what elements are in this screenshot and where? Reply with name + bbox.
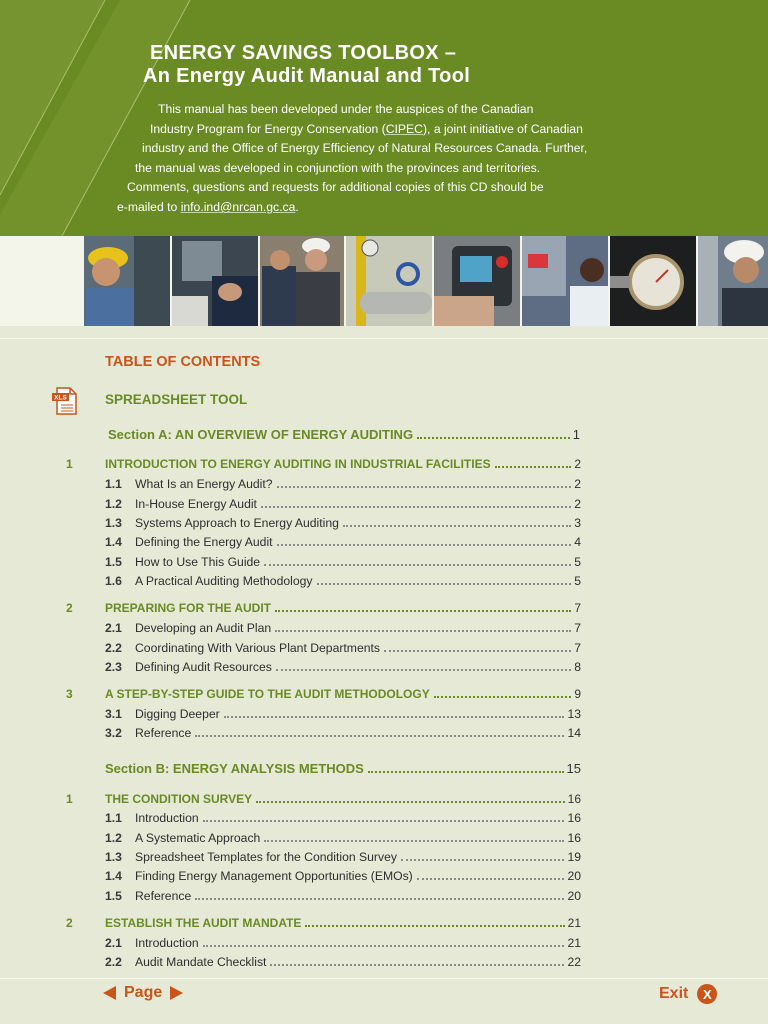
item-label: Audit Mandate Checklist — [135, 955, 267, 969]
toc-item[interactable] — [105, 516, 581, 530]
next-page-arrow-icon[interactable] — [170, 986, 183, 1000]
photo-lab-technician — [522, 236, 608, 326]
item-number: 1.5 — [105, 889, 122, 903]
title-line-1: ENERGY SAVINGS TOOLBOX – — [150, 42, 457, 64]
toc-item[interactable] — [105, 889, 581, 903]
item-number: 3.2 — [105, 726, 122, 740]
toc-label: THE CONDITION SURVEY — [105, 792, 253, 806]
toc-page: 16 — [567, 792, 581, 806]
intro-line-2a: Industry Program for Energy Conservation ( — [150, 121, 386, 136]
page-title — [143, 42, 670, 88]
item-label: Defining the Energy Audit — [135, 535, 273, 549]
toc-item[interactable] — [105, 811, 581, 825]
photo-strip — [0, 236, 768, 326]
intro-line-6b: . — [295, 199, 299, 214]
toc-page: 9 — [574, 687, 581, 701]
photo-pipes-valves — [346, 236, 432, 326]
item-number: 1.4 — [105, 869, 122, 883]
leader-dots — [261, 506, 571, 508]
toc-page: 20 — [567, 889, 581, 903]
toc-page: 22 — [567, 955, 581, 969]
item-number: 3.1 — [105, 707, 122, 721]
toc-page: 7 — [574, 641, 581, 655]
item-number: 2.2 — [105, 955, 122, 969]
item-number: 2.3 — [105, 660, 122, 674]
item-number: 1.3 — [105, 516, 122, 530]
intro-line-2 — [110, 120, 610, 140]
leader-dots — [417, 878, 565, 880]
chapter-number: 1 — [66, 457, 73, 471]
spreadsheet-tool-link[interactable]: SPREADSHEET TOOL — [105, 392, 248, 407]
photo-control-panel — [434, 236, 520, 326]
toc-label: INTRODUCTION TO ENERGY AUDITING IN INDUSTRIAL FACILITIES — [105, 457, 491, 471]
intro-line-6a: e-mailed to — [117, 199, 181, 214]
toc-page: 2 — [574, 497, 581, 511]
item-number: 1.5 — [105, 555, 122, 569]
chapter-number: 3 — [66, 687, 73, 701]
email-link[interactable]: info.ind@nrcan.gc.ca — [180, 199, 296, 214]
item-label: Defining Audit Resources — [135, 660, 272, 674]
toc-label: ESTABLISH THE AUDIT MANDATE — [105, 916, 302, 930]
leader-dots — [495, 466, 572, 468]
leader-dots — [264, 564, 571, 566]
toc-item[interactable] — [105, 574, 581, 588]
intro-line-3: industry and the Office of Energy Efficiency of Natural Resources Canada. Further, — [142, 141, 588, 156]
page-label: Page — [124, 984, 163, 1001]
toc-item[interactable] — [105, 936, 581, 950]
exit-label: Exit — [659, 985, 689, 1002]
item-label: Introduction — [135, 811, 199, 825]
spreadsheet-file-icon[interactable] — [52, 386, 78, 416]
toc-item[interactable] — [105, 831, 581, 845]
item-label: A Systematic Approach — [135, 831, 261, 845]
toc-item[interactable] — [105, 707, 581, 721]
leader-dots — [276, 669, 571, 671]
item-label: How to Use This Guide — [135, 555, 261, 569]
toc-page: 7 — [574, 621, 581, 635]
toc-title: TABLE OF CONTENTS — [105, 354, 261, 370]
toc-page: 21 — [567, 936, 581, 950]
intro-line-4: the manual was developed in conjunction with the provinces and territories. — [135, 160, 541, 175]
svg-text:XLS: XLS — [54, 394, 67, 402]
leader-dots — [368, 771, 564, 773]
previous-page-arrow-icon[interactable] — [103, 986, 116, 1000]
page-navigation — [103, 984, 183, 1002]
leader-dots — [417, 437, 570, 439]
toc-label: Section B: ENERGY ANALYSIS METHODS — [105, 761, 364, 776]
item-label: Introduction — [135, 936, 199, 950]
title-line-2: An Energy Audit Manual and Tool — [143, 65, 471, 87]
toc-item[interactable] — [105, 726, 581, 740]
leader-dots — [224, 716, 565, 718]
toc-chapter-a3[interactable] — [105, 687, 581, 701]
toc-page: 14 — [567, 726, 581, 740]
photo-engineers — [260, 236, 344, 326]
toc-item[interactable] — [105, 621, 581, 635]
toc-page: 2 — [574, 477, 581, 491]
leader-dots — [270, 964, 564, 966]
toc-item[interactable] — [105, 497, 581, 511]
intro-line-1: This manual has been developed under the auspices of the Canadian — [158, 102, 534, 116]
photo-worker-hardhat — [84, 236, 170, 326]
toc-page: 5 — [574, 555, 581, 569]
leader-dots — [305, 925, 564, 927]
toc-page: 21 — [567, 916, 581, 930]
leader-dots — [384, 650, 571, 652]
toc-chapter-a2[interactable] — [105, 601, 581, 615]
toc-label: Section A: AN OVERVIEW OF ENERGY AUDITING — [108, 427, 414, 442]
toc-page: 7 — [574, 601, 581, 615]
intro-text — [110, 100, 610, 218]
item-label: Reference — [135, 889, 192, 903]
photo-inspection-clipboard — [172, 236, 258, 326]
leader-dots — [277, 486, 572, 488]
leader-dots — [195, 898, 564, 900]
toc-page: 1 — [572, 427, 580, 442]
item-number: 2.1 — [105, 936, 122, 950]
item-label: Systems Approach to Energy Auditing — [135, 516, 339, 530]
toc-page: 5 — [574, 574, 581, 588]
toc-page: 20 — [567, 869, 581, 883]
item-label: Developing an Audit Plan — [135, 621, 272, 635]
leader-dots — [256, 801, 565, 803]
intro-line-2b: ), a joint initiative of Canadian — [422, 121, 583, 136]
item-number: 2.2 — [105, 641, 122, 655]
item-label: What Is an Energy Audit? — [135, 477, 273, 491]
toc-item[interactable] — [105, 641, 581, 655]
header-banner — [0, 0, 768, 236]
item-number: 1.2 — [105, 831, 122, 845]
toc-page: 19 — [567, 850, 581, 864]
chapter-number: 2 — [66, 601, 73, 615]
item-label: Digging Deeper — [135, 707, 220, 721]
toc-page: 16 — [567, 831, 581, 845]
toc-item[interactable] — [105, 477, 581, 491]
toc-chapter-b2[interactable] — [105, 916, 581, 930]
toc-item[interactable] — [105, 850, 581, 864]
cipec-link[interactable]: CIPEC — [385, 121, 423, 136]
exit-button[interactable] — [659, 984, 717, 1004]
toc-label: A STEP-BY-STEP GUIDE TO THE AUDIT METHODOLOGY — [105, 687, 430, 701]
toc-item[interactable] — [105, 869, 581, 883]
toc-page: 8 — [574, 660, 581, 674]
toc-chapter-b1[interactable] — [105, 792, 581, 806]
toc-item[interactable] — [105, 955, 581, 969]
leader-dots — [264, 840, 564, 842]
leader-dots — [343, 525, 571, 527]
toc-section-a[interactable] — [108, 427, 580, 442]
chapter-number: 1 — [66, 792, 73, 806]
leader-dots — [203, 820, 565, 822]
toc-page: 13 — [567, 707, 581, 721]
toc-page: 2 — [574, 457, 581, 471]
leader-dots — [434, 696, 572, 698]
item-label: Finding Energy Management Opportunities (EMOs) — [135, 869, 413, 883]
photo-worker-white-hat — [698, 236, 768, 326]
chapter-number: 2 — [66, 916, 73, 930]
close-icon[interactable]: X — [697, 984, 717, 1004]
item-number: 1.4 — [105, 535, 122, 549]
leader-dots — [275, 610, 571, 612]
photo-pressure-gauge — [610, 236, 696, 326]
leader-dots — [317, 583, 572, 585]
item-number: 1.1 — [105, 811, 122, 825]
toc-item[interactable] — [105, 535, 581, 549]
toc-page: 4 — [574, 535, 581, 549]
toc-item[interactable] — [105, 555, 581, 569]
toc-page: 16 — [567, 811, 581, 825]
item-number: 1.2 — [105, 497, 122, 511]
item-number: 1.1 — [105, 477, 122, 491]
leader-dots — [203, 945, 565, 947]
toc-section-b[interactable] — [105, 761, 581, 776]
leader-dots — [277, 544, 572, 546]
toc-chapter-a1[interactable] — [105, 457, 581, 471]
leader-dots — [195, 735, 564, 737]
leader-dots — [401, 859, 564, 861]
toc-item[interactable] — [105, 660, 581, 674]
toc-page: 3 — [574, 516, 581, 530]
item-label: Coordinating With Various Plant Departments — [135, 641, 380, 655]
intro-line-6 — [110, 198, 610, 218]
item-number: 1.6 — [105, 574, 122, 588]
item-number: 1.3 — [105, 850, 122, 864]
intro-line-5: Comments, questions and requests for additional copies of this CD should be — [127, 180, 544, 195]
item-label: In-House Energy Audit — [135, 497, 257, 511]
leader-dots — [275, 630, 571, 632]
item-label: Spreadsheet Templates for the Condition Survey — [135, 850, 397, 864]
item-label: A Practical Auditing Methodology — [135, 574, 313, 588]
item-number: 2.1 — [105, 621, 122, 635]
item-label: Reference — [135, 726, 192, 740]
toc-page: 15 — [566, 761, 581, 776]
toc-label: PREPARING FOR THE AUDIT — [105, 601, 272, 615]
